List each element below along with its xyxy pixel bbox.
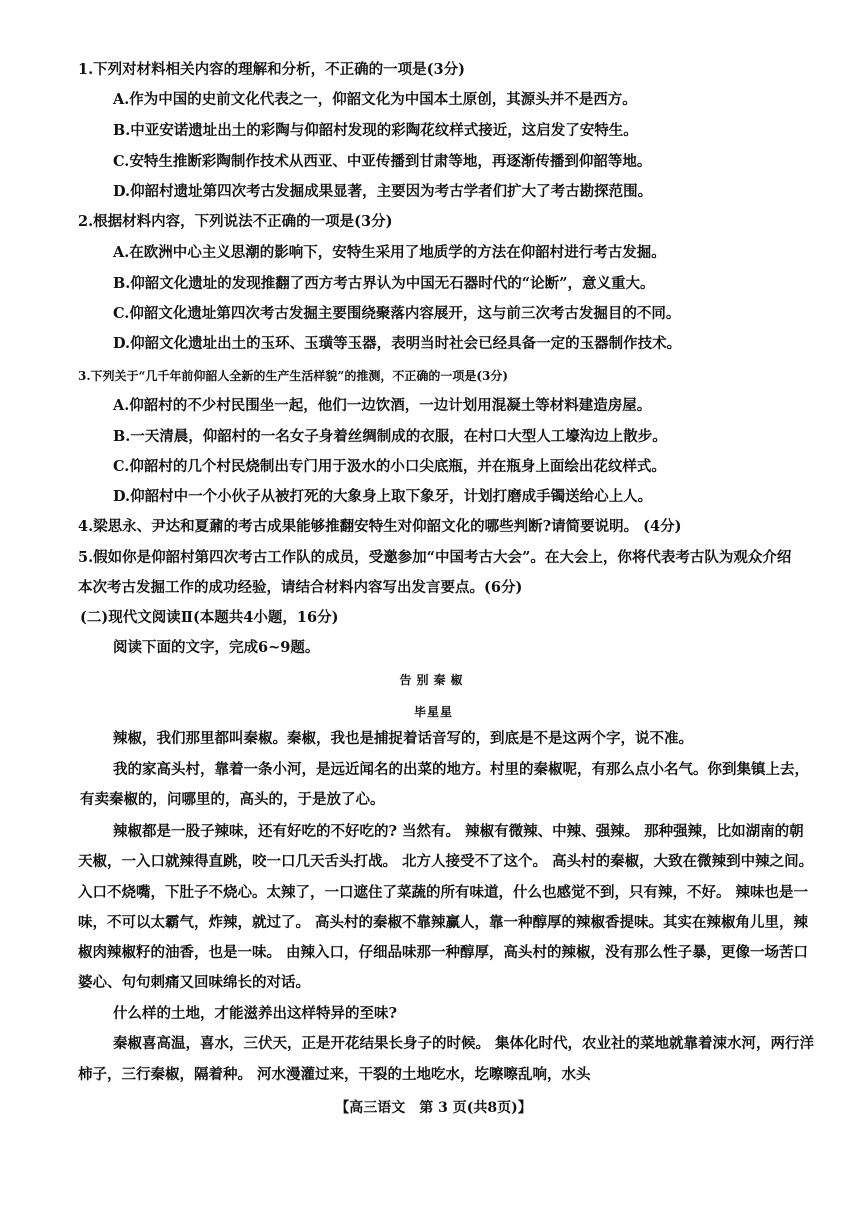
article-title: 告别秦椒: [399, 673, 468, 687]
article-paragraph-5-line-1: 秦椒喜高温，喜水，三伏天，正是开花结果长身子的时候。 集体化时代，农业社的菜地就靠着涑水河，两行洋: [113, 1035, 815, 1052]
question-3-stem: 3.下列关于“几千年前仰韶人全新的生产生活样貌”的推测，不正确的一项是(3分): [78, 369, 509, 383]
article-paragraph-3-line-1: 辣椒都是一股子辣味，还有好吃的不好吃的? 当然有。 辣椒有微辣、中辣、强辣。 那种强辣，比如湖南的朝: [113, 823, 804, 840]
question-2-option-b: B.仰韶文化遗址的发现推翻了西方考古界认为中国无石器时代的“论断”，意义重大。: [113, 275, 655, 292]
page-footer: 【高三语文 第 3 页(共8页)】: [335, 1100, 532, 1116]
article-paragraph-2-line-2: 有卖秦椒的，问哪里的，高头的，于是放了心。: [80, 791, 385, 808]
article-paragraph-3-line-3: 入口不烧嘴，下肚子不烧心。太辣了，一口遮住了菜蔬的所有味道，什么也感觉不到，只有辣，不好。 辣味也是一: [78, 884, 809, 901]
question-3-option-b: B.一天清晨，仰韶村的一名女子身着丝绸制成的衣服，在村口大型人工壕沟边上散步。: [113, 428, 667, 445]
article-paragraph-1: 辣椒，我们那里都叫秦椒。秦椒，我也是捕捉着话音写的，到底是不是这两个字，说不准。: [113, 730, 693, 747]
article-paragraph-4: 什么样的土地，才能滋养出这样特异的至味?: [113, 1005, 397, 1022]
question-3-option-a: A.仰韶村的不少村民围坐一起，他们一边饮酒，一边计划用混凝土等材料建造房屋。: [113, 397, 652, 414]
article-paragraph-3-line-5: 椒肉辣椒籽的油香，也是一味。 由辣入口，仔细品味那一种醇厚，高头村的辣椒，没有那么性子暴，更像一场苦口: [78, 944, 809, 961]
question-5-line-1: 5.假如你是仰韶村第四次考古工作队的成员，受邀参加“中国考古大会”。在大会上，你将代表考古队为观众介绍: [78, 549, 792, 566]
article-paragraph-2-line-1: 我的家高头村，靠着一条小河，是远近闻名的出菜的地方。村里的秦椒呢，有那么点小名气。你到集镇上去，: [113, 761, 809, 778]
question-1-option-d: D.仰韶村遗址第四次考古发掘成果显著，主要因为考古学者们扩大了考古勘探范围。: [113, 183, 653, 200]
article-paragraph-3-line-6: 婆心、句句刺痛又回味绵长的对话。: [78, 974, 310, 991]
question-2-option-d: D.仰韶文化遗址出土的玉环、玉璜等玉器，表明当时社会已经具备一定的玉器制作技术。: [113, 335, 682, 352]
question-1-option-a: A.作为中国的史前文化代表之一，仰韶文化为中国本土原创，其源头并不是西方。: [113, 91, 637, 108]
section-instruction: 阅读下面的文字，完成6~9题。: [113, 639, 320, 656]
article-paragraph-3-line-4: 味，不可以太霸气，炸辣，就过了。 高头村的秦椒不靠辣赢人，靠一种醇厚的辣椒香提味。其实在辣椒角儿里，辣: [78, 914, 809, 931]
article-paragraph-3-line-2: 天椒，一入口就辣得直跳，咬一口几天舌头打战。 北方人接受不了这个。 高头村的秦椒，大致在微辣到中辣之间。: [78, 853, 814, 870]
question-2-option-c: C.仰韶文化遗址第四次考古发掘主要围绕聚落内容展开，这与前三次考古发掘目的不同。: [113, 305, 681, 322]
question-5-line-2: 本次考古发掘工作的成功经验，请结合材料内容写出发言要点。(6分): [78, 579, 523, 596]
question-3-option-d: D.仰韶村中一个小伙子从被打死的大象身上取下象牙，计划打磨成手镯送给心上人。: [113, 488, 653, 505]
question-1-stem: 1.下列对材料相关内容的理解和分析，不正确的一项是(3分): [78, 61, 465, 78]
question-2-option-a: A.在欧洲中心主义思潮的影响下，安特生采用了地质学的方法在仰韶村进行考古发掘。: [113, 244, 666, 261]
section-heading: (二)现代文阅读Ⅱ(本题共4小题，16分): [80, 609, 339, 626]
question-4: 4.梁思永、尹达和夏鼐的考古成果能够推翻安特生对仰韶文化的哪些判断?请简要说明。 (4分): [78, 518, 682, 535]
question-1-option-c: C.安特生推断彩陶制作技术从西亚、中亚传播到甘肃等地，再逐渐传播到仰韶等地。: [113, 153, 652, 170]
question-3-option-c: C.仰韶村的几个村民烧制出专门用于汲水的小口尖底瓶，并在瓶身上面绘出花纹样式。: [113, 458, 666, 475]
question-1-option-b: B.中亚安诺遗址出土的彩陶与仰韶村发现的彩陶花纹样式接近，这启发了安特生。: [113, 122, 638, 139]
article-author: 毕星星: [413, 705, 453, 719]
question-2-stem: 2.根据材料内容，下列说法不正确的一项是(3分): [78, 213, 393, 230]
article-paragraph-5-line-2: 柿子，三行秦椒，隔着种。 河水漫灌过来，干裂的土地吃水，圪嚓嚓乱响，水头: [78, 1066, 591, 1083]
